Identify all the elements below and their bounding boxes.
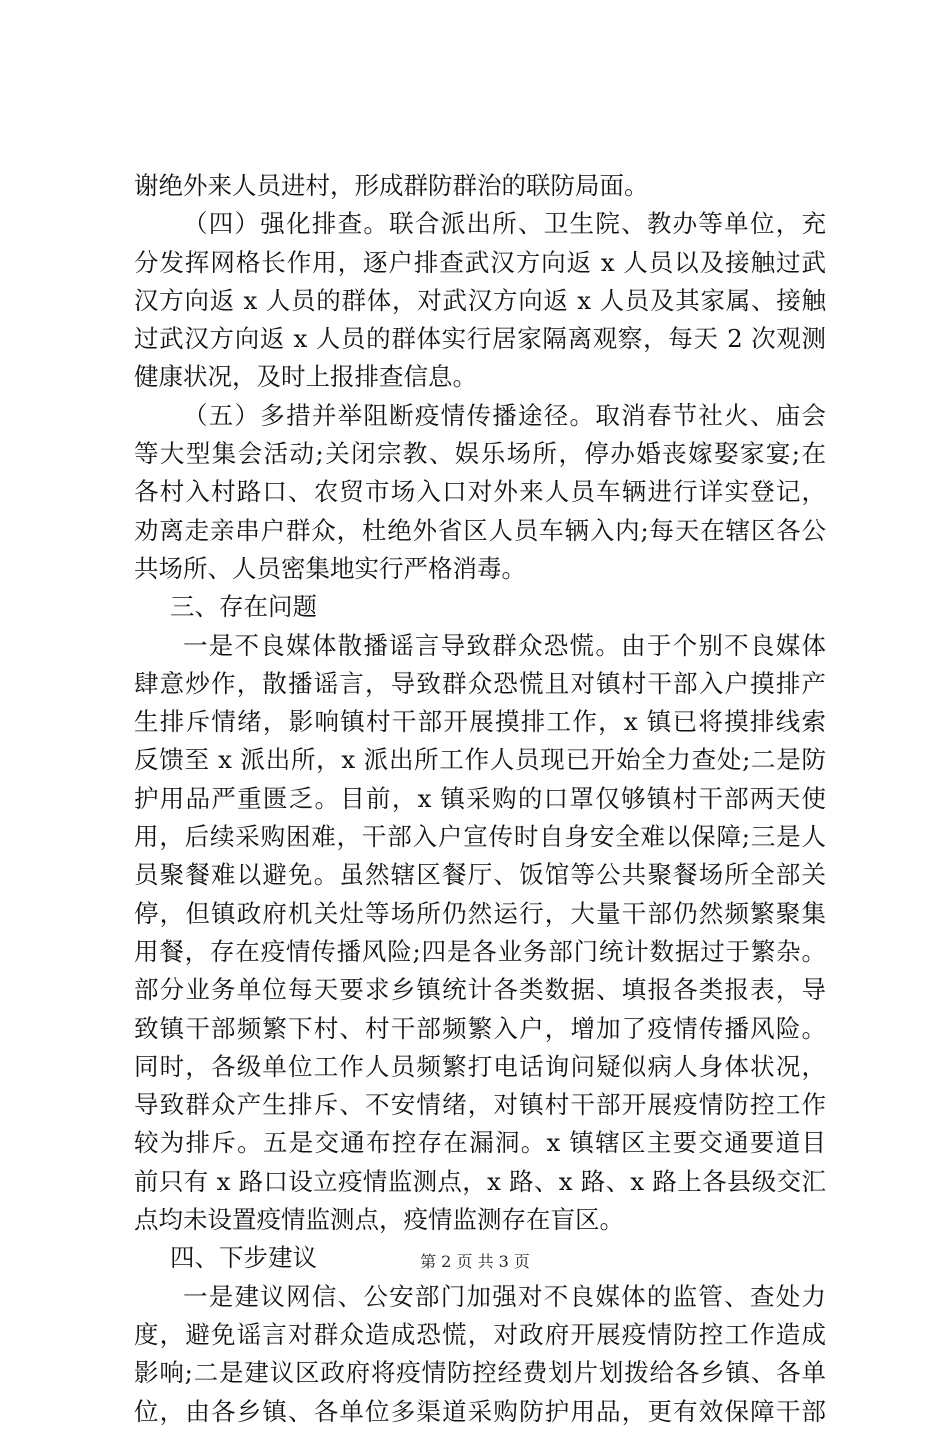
body-line: 前只有 x 路口设立疫情监测点，x 路、x 路、x 路上各县级交汇 <box>134 1166 826 1196</box>
body-line: 护用品严重匮乏。目前，x 镇采购的口罩仅够镇村干部两天使 <box>134 783 826 813</box>
body-line: 同时，各级单位工作人员频繁打电话询问疑似病人身体状况， <box>134 1051 826 1081</box>
body-line: 部分业务单位每天要求乡镇统计各类数据、填报各类报表，导 <box>134 975 826 1005</box>
body-line: 位，由各乡镇、各单位多渠道采购防护用品，更有效保障干部 <box>134 1396 826 1426</box>
body-line: 健康状况，及时上报排查信息。 <box>134 362 477 392</box>
body-line: 用餐，存在疫情传播风险;四是各业务部门统计数据过于繁杂。 <box>134 936 826 966</box>
body-line: 用，后续采购困难，干部入户宣传时自身安全难以保障;三是人 <box>134 822 826 852</box>
body-line: 反馈至 x 派出所，x 派出所工作人员现已开始全力查处;二是防 <box>134 745 826 775</box>
body-line: 分发挥网格长作用，逐户排查武汉方向返 x 人员以及接触过武 <box>134 247 826 277</box>
body-line: 点均未设置疫情监测点，疫情监测存在盲区。 <box>134 1205 624 1235</box>
body-line: 度，避免谣言对群众造成恐慌，对政府开展疫情防控工作造成 <box>134 1319 826 1349</box>
body-line: 肆意炒作，散播谣言，导致群众恐慌且对镇村干部入户摸排产 <box>134 668 826 698</box>
body-line: 劝离走亲串户群众，杜绝外省区人员车辆入内;每天在辖区各公 <box>134 515 826 545</box>
body-line: 过武汉方向返 x 人员的群体实行居家隔离观察，每天 2 次观测 <box>134 324 826 354</box>
body-line: 致镇干部频繁下村、村干部频繁入户，增加了疫情传播风险。 <box>134 1013 826 1043</box>
body-line: 汉方向返 x 人员的群体，对武汉方向返 x 人员及其家属、接触 <box>134 285 826 315</box>
body-line: 员聚餐难以避免。虽然辖区餐厅、饭馆等公共聚餐场所全部关 <box>134 860 826 890</box>
section-heading: 四、下步建议 <box>170 1243 317 1273</box>
section-heading: 三、存在问题 <box>170 592 317 622</box>
body-line: 等大型集会活动;关闭宗教、娱乐场所，停办婚丧嫁娶家宴;在 <box>134 439 826 469</box>
body-line: 影响;二是建议区政府将疫情防控经费划片划拨给各乡镇、各单 <box>134 1358 826 1388</box>
document-body <box>134 167 826 1431</box>
body-line: 各村入村路口、农贸市场入口对外来人员车辆进行详实登记， <box>134 477 826 507</box>
body-line: （四）强化排查。联合派出所、卫生院、教办等单位，充 <box>183 209 826 239</box>
body-line: 一是建议网信、公安部门加强对不良媒体的监管、查处力 <box>183 1281 826 1311</box>
body-line: 生排斥情绪，影响镇村干部开展摸排工作，x 镇已将摸排线索 <box>134 707 826 737</box>
body-line: 谢绝外来人员进村，形成群防群治的联防局面。 <box>134 171 649 200</box>
body-line: 共场所、人员密集地实行严格消毒。 <box>134 553 526 583</box>
body-line: 停，但镇政府机关灶等场所仍然运行，大量干部仍然频繁聚集 <box>134 898 826 928</box>
body-line: 一是不良媒体散播谣言导致群众恐慌。由于个别不良媒体 <box>183 630 826 660</box>
body-line: 导致群众产生排斥、不安情绪，对镇村干部开展疫情防控工作 <box>134 1090 826 1120</box>
body-line: 较为排斥。五是交通布控存在漏洞。x 镇辖区主要交通要道目 <box>134 1128 826 1158</box>
page-number-footer: 第 2 页 共 3 页 <box>420 1252 530 1271</box>
body-line: （五）多措并举阻断疫情传播途径。取消春节社火、庙会 <box>183 400 826 430</box>
